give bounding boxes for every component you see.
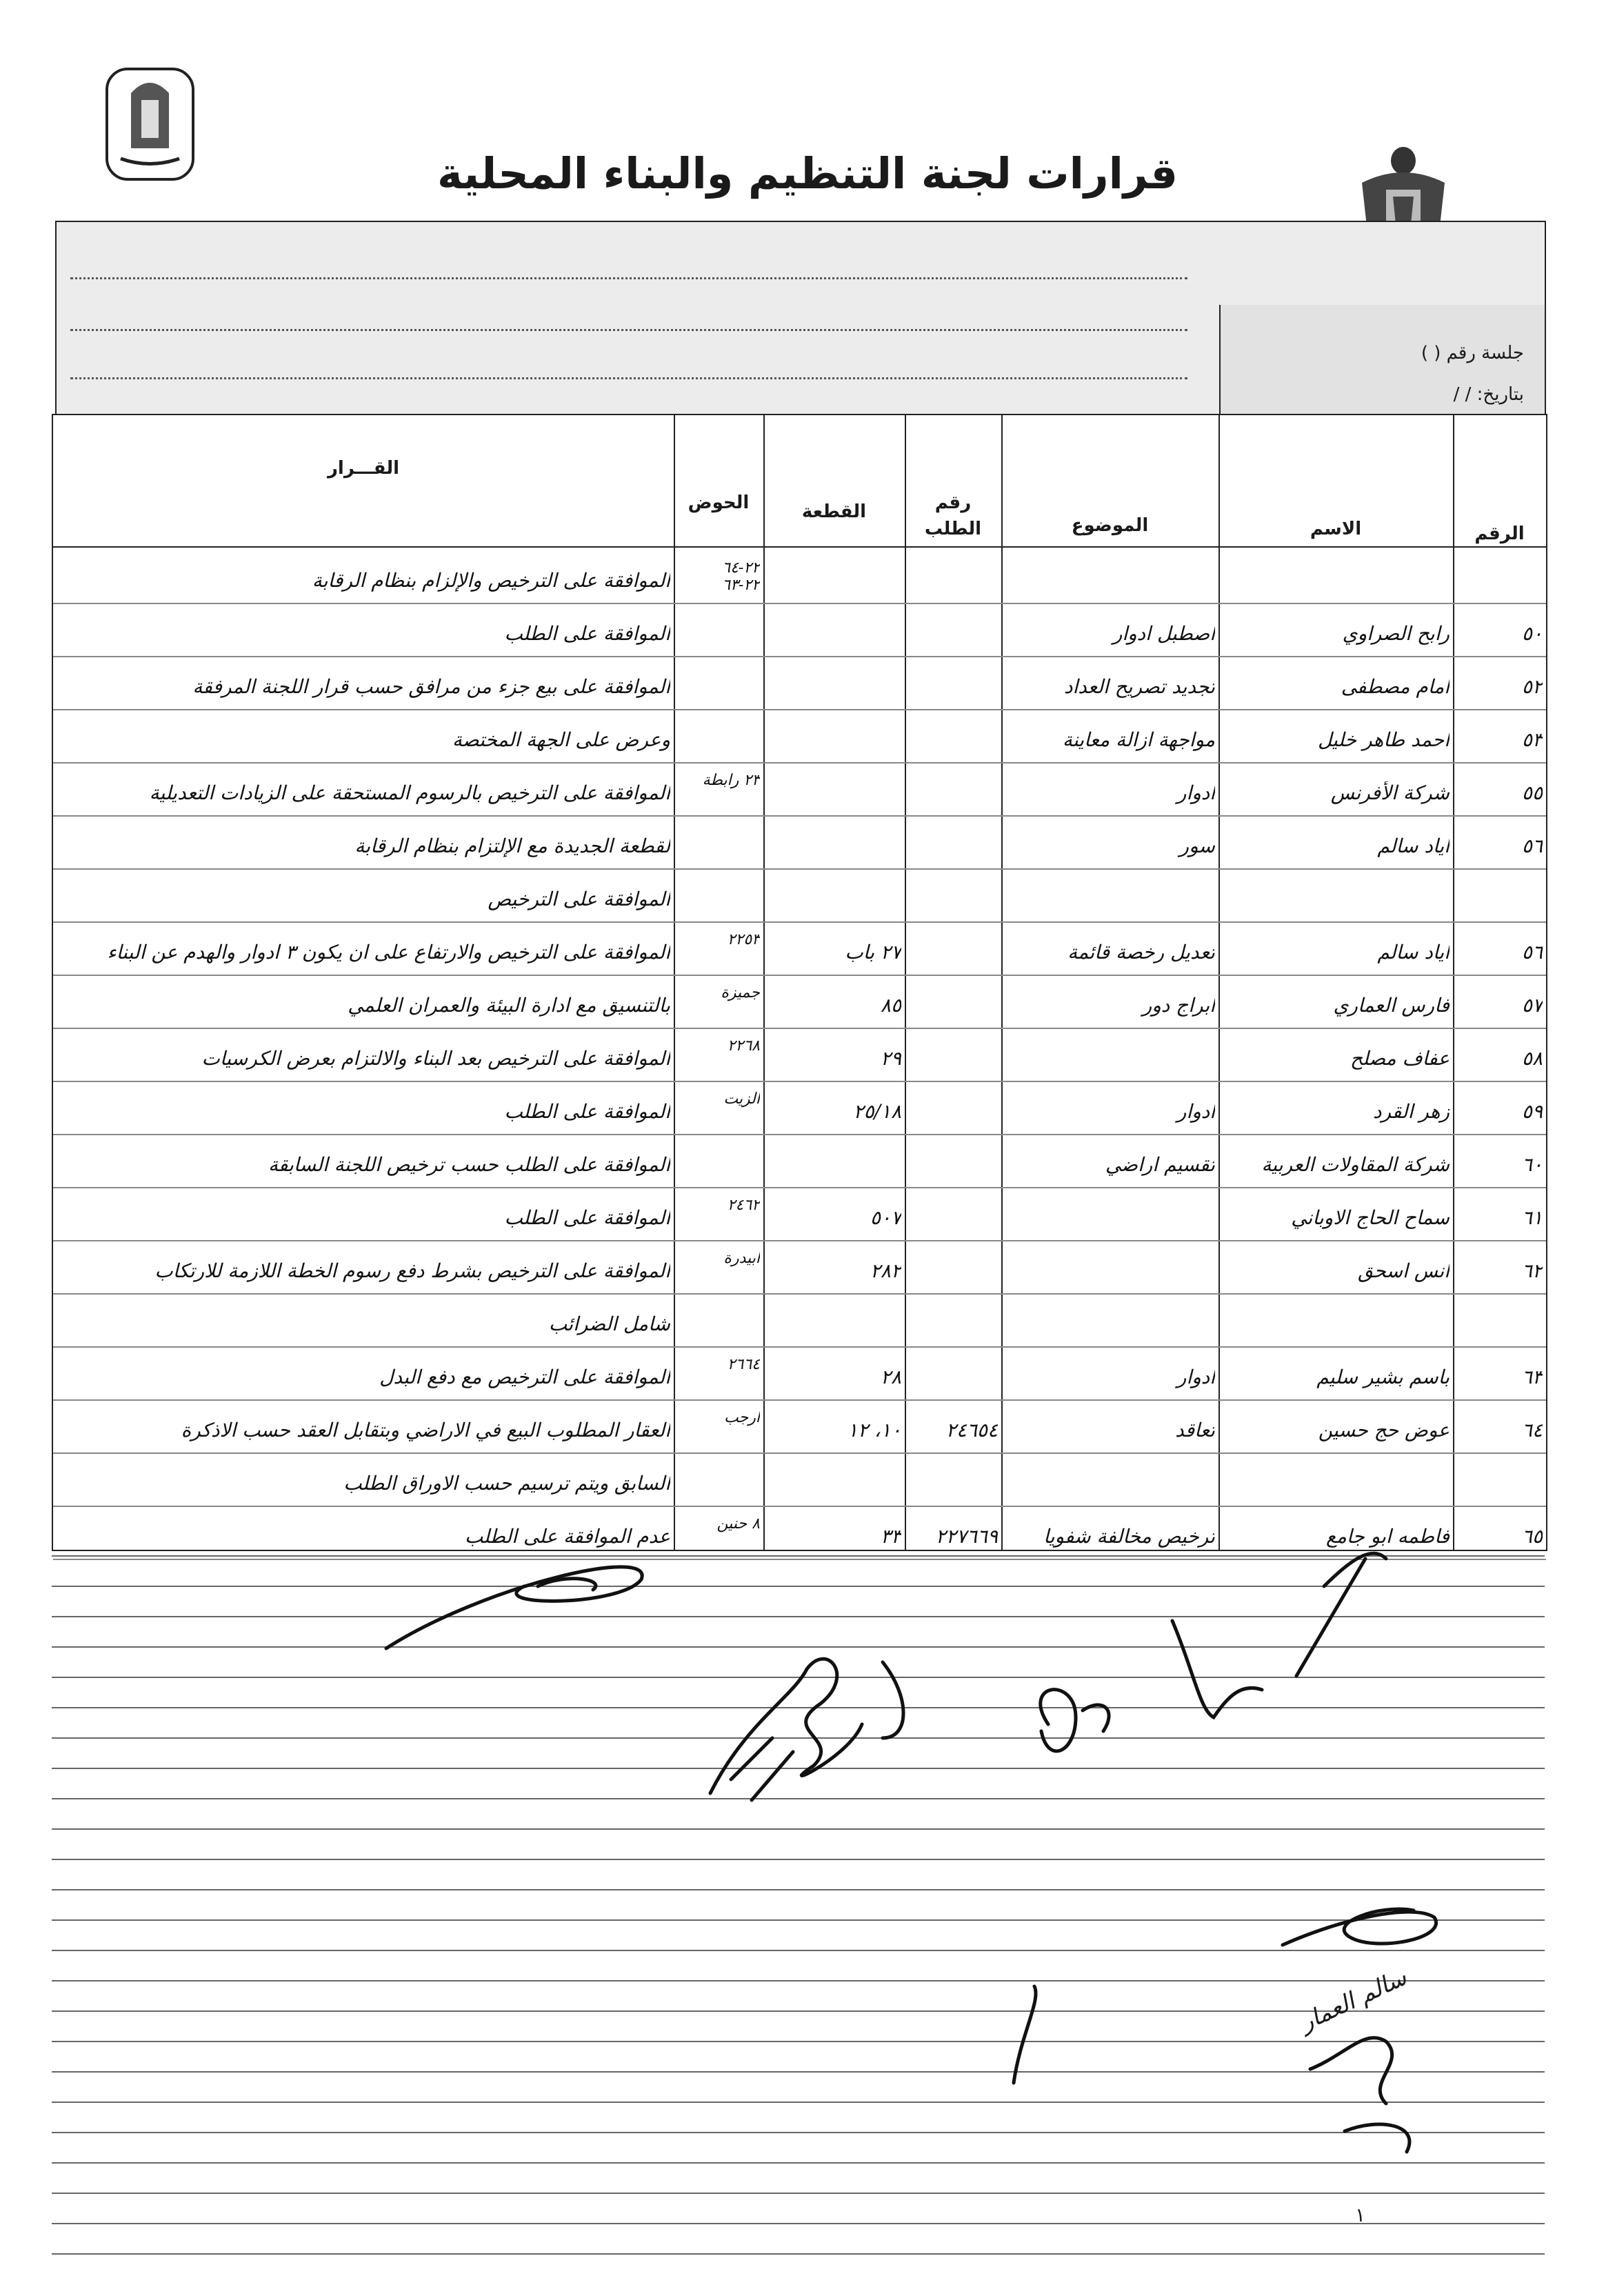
cell-subject: مواجهة ازالة معاينة — [1062, 728, 1215, 751]
cell-subject: تجديد تصريح العداد — [1063, 675, 1215, 698]
cell-plot: ٣٣ — [880, 1525, 901, 1548]
cell-basin: ٢٢-٦٤ ٢٢-٦٣ — [722, 559, 760, 594]
cell-decision: الموافقة على الترخيص مع دفع البدل — [379, 1366, 670, 1388]
cell-num: ٥٧ — [1521, 994, 1543, 1017]
cell-basin: الزيت — [723, 1090, 760, 1108]
session-number-label: جلسة رقم ( ) — [1421, 343, 1524, 363]
cell-plot: ١٠، ١٢ — [847, 1419, 901, 1441]
cell-request: ٢٤٦٥٤ — [945, 1419, 998, 1441]
cell-num: ٥٨ — [1521, 1047, 1543, 1070]
cell-num: ٦١ — [1521, 1206, 1543, 1229]
cell-basin: ٢٣ رابطة — [702, 772, 760, 789]
cell-name: اياد سالم — [1377, 941, 1450, 964]
cell-decision: الموافقة على الترخيص بعد البناء والالتزام بعرض الكرسيات — [201, 1047, 670, 1070]
cell-name: شركة المقاولات العربية — [1261, 1153, 1450, 1176]
cell-num: ٦٥ — [1521, 1525, 1543, 1548]
cell-subject: ادوار — [1176, 1366, 1215, 1388]
cell-subject: تعديل رخصة قائمة — [1067, 941, 1215, 964]
cell-name: فارس العماري — [1333, 994, 1450, 1017]
cell-num: ٥٦ — [1521, 941, 1543, 964]
cell-name: اياد سالم — [1377, 835, 1450, 857]
cell-subject: سور — [1179, 835, 1215, 857]
cell-basin: ارجب — [724, 1409, 760, 1426]
cell-subject: اصطبل ادوار — [1112, 622, 1215, 645]
cell-plot: ٢٥/١٨ — [853, 1100, 901, 1123]
cell-decision: عدم الموافقة على الطلب — [464, 1525, 670, 1548]
col-header-name: الاسم — [1310, 519, 1362, 539]
cell-name: شركة الأفرنس — [1330, 781, 1450, 804]
cell-decision: الموافقة على الطلب حسب ترخيص اللجنة السابقة — [268, 1153, 670, 1176]
cell-subject: ادوار — [1176, 781, 1215, 804]
cell-plot: ٥٠٧ — [870, 1206, 901, 1229]
cell-basin: جميزة — [721, 984, 760, 1001]
cell-decision: الموافقة على الترخيص بشرط دفع رسوم الخطة اللازمة للارتكاب — [154, 1259, 670, 1282]
cell-num: ٦٠ — [1521, 1153, 1543, 1176]
cell-name: انس اسحق — [1358, 1259, 1450, 1282]
cell-decision: الموافقة على الطلب — [504, 1206, 670, 1229]
cell-num: ٥٥ — [1521, 781, 1543, 804]
cell-decision: الموافقة على بيع جزء من مرافق حسب قرار اللجنة المرفقة — [192, 675, 670, 698]
cell-name: احمد طاهر خليل — [1317, 728, 1450, 751]
cell-name: فاطمه ابو جامع — [1326, 1525, 1450, 1548]
cell-name: رابح الصراوي — [1342, 622, 1450, 645]
cell-decision: الموافقة على الترخيص — [488, 888, 670, 910]
cell-basin: ٢٢٥٣ — [727, 931, 760, 948]
col-header-request-line2: الطلب — [924, 519, 982, 539]
cell-decision: الموافقة على الطلب — [504, 1100, 670, 1123]
cell-decision: بالتنسيق مع ادارة البيئة والعمران العلمي — [348, 994, 670, 1017]
cell-decision: شامل الضرائب — [548, 1312, 670, 1335]
cell-subject: تقسيم اراضي — [1105, 1153, 1215, 1176]
page-number: ١ — [1355, 2204, 1366, 2226]
cell-basin: ٢٤٦٢ — [727, 1197, 760, 1214]
cell-name: زهر القرد — [1372, 1100, 1450, 1123]
col-header-request-line1: رقم — [934, 492, 972, 513]
col-header-plot: القطعة — [801, 501, 867, 522]
page-title: قرارات لجنة التنظيم والبناء المحلية — [437, 148, 1178, 199]
cell-num: ٥٣ — [1521, 728, 1543, 751]
session-date-label: بتاريخ: / / — [1453, 384, 1524, 405]
cell-plot: ٢٨ — [880, 1366, 901, 1388]
cell-decision: الموافقة على الترخيص بالرسوم المستحقة على الزيادات التعديلية — [149, 781, 670, 804]
cell-request: ٢٢٧٦٦٩ — [935, 1525, 998, 1548]
cell-name: عوض حج حسين — [1318, 1419, 1450, 1441]
cell-num: ٦٢ — [1521, 1259, 1543, 1282]
cell-decision: السابق ويتم ترسيم حسب الاوراق الطلب — [343, 1472, 670, 1495]
cell-num: ٦٤ — [1521, 1419, 1543, 1441]
cell-num: ٥٢ — [1521, 675, 1543, 698]
cell-subject: ادوار — [1176, 1100, 1215, 1123]
cell-plot: ٢٧ باب — [845, 941, 901, 964]
cell-name: باسم بشير سليم — [1316, 1366, 1450, 1388]
col-header-subject: الموضوع — [1071, 515, 1149, 536]
cell-num: ٥٠ — [1521, 622, 1543, 645]
cell-decision: لقطعة الجديدة مع الإلتزام بنظام الرقابة — [354, 835, 670, 857]
cell-basin: ٢٢٦٨ — [727, 1037, 760, 1055]
cell-num: ٥٦ — [1521, 835, 1543, 857]
cell-num: ٥٩ — [1521, 1100, 1543, 1123]
cell-name: عفاف مصلح — [1350, 1047, 1450, 1070]
col-header-basin: الحوض — [688, 492, 750, 513]
cell-decision: العقار المطلوب البيع في الاراضي وبتقابل العقد حسب الاذكرة — [181, 1419, 670, 1441]
signature-name-text: سالم العمار — [1296, 1963, 1412, 2037]
cell-num: ٦٣ — [1521, 1366, 1543, 1388]
cell-decision: الموافقة على الترخيص والإلزام بنظام الرقابة — [312, 569, 670, 592]
cell-subject: ترخيص مخالفة شفويا — [1043, 1525, 1215, 1548]
cell-name: سماح الحاج الاوباني — [1291, 1206, 1450, 1229]
cell-plot: ٢٨٢ — [870, 1259, 901, 1282]
col-header-decision: القـــرار — [327, 458, 400, 479]
cell-plot: ٢٩ — [880, 1047, 901, 1070]
cell-basin: ابيدرة — [723, 1250, 760, 1267]
cell-basin: ٢٦٦٤ — [727, 1356, 760, 1373]
cell-plot: ٨٥ — [880, 994, 901, 1017]
cell-decision: الموافقة على الترخيص والارتفاع على ان يكون ٣ ادوار والهدم عن البناء — [107, 941, 670, 964]
cell-decision: وعرض على الجهة المختصة — [452, 728, 670, 751]
cell-subject: ابراج دور — [1142, 994, 1215, 1017]
cell-name: امام مصطفى — [1341, 675, 1450, 698]
col-header-number: الرقم — [1474, 523, 1525, 544]
cell-decision: الموافقة على الطلب — [504, 622, 670, 645]
cell-subject: تعاقد — [1175, 1419, 1215, 1441]
cell-basin: ٨ حنين — [716, 1515, 760, 1533]
